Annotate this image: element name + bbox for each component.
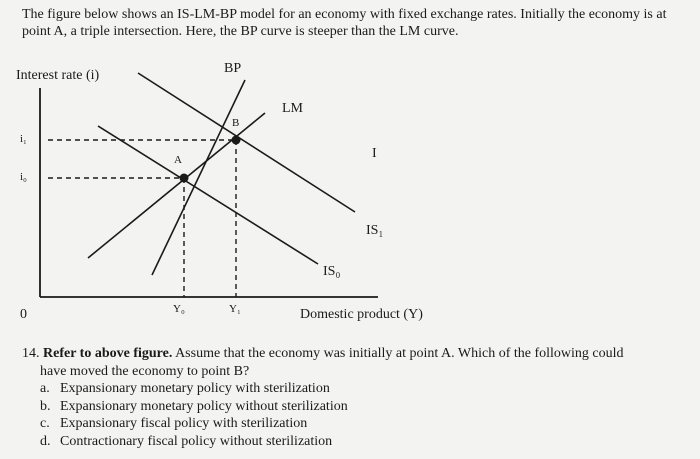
option-c[interactable] [22, 415, 692, 433]
option-a[interactable] [22, 380, 692, 398]
point-b-dot [232, 136, 241, 145]
is0-curve [98, 126, 318, 264]
option-b[interactable] [22, 398, 692, 416]
intro-text: The figure below shows an IS-LM-BP model for an economy with fixed exchange rates. Initially the economy is at point A, a triple intersection. Here, the BP curve is steeper than the LM curve. [22, 7, 667, 39]
point-a-dot [180, 174, 189, 183]
option-a-text: Expansionary monetary policy with sterilization [60, 381, 330, 396]
y1-label: Y₁ [229, 303, 241, 315]
y0-label: Y₀ [173, 303, 185, 315]
question-text-1: Assume that the economy was initially at point A. Which of the following could [172, 346, 624, 361]
option-d-letter: d. [40, 433, 51, 449]
option-b-letter: b. [40, 398, 51, 414]
option-d-text: Contractionary fiscal policy without sterilization [60, 433, 333, 449]
lm-curve [88, 113, 265, 258]
is0-label: IS₀ [323, 264, 341, 279]
option-a-letter: a. [40, 381, 50, 396]
is1-label: IS₁ [366, 223, 384, 238]
option-c-text: Expansionary fiscal policy with sterilization [60, 416, 308, 431]
point-b-label: B [232, 117, 240, 129]
x-axis-label: Domestic product (Y) [300, 307, 423, 322]
option-d[interactable] [22, 433, 692, 451]
question-block [22, 345, 692, 450]
lm-label: LM [282, 101, 303, 116]
option-b-text: Expansionary monetary policy without sterilization [60, 398, 348, 414]
origin-label: 0 [20, 307, 27, 322]
i1-label: i₁ [20, 133, 27, 145]
question-bold-lead: Refer to above figure. [43, 346, 173, 361]
bp-label: BP [224, 61, 242, 76]
question-text-2: have moved the economy to point B? [40, 363, 250, 379]
option-c-letter: c. [40, 416, 50, 431]
point-a-label: A [174, 154, 182, 166]
pen-mark: I [372, 146, 377, 161]
question-number: 14. [22, 346, 40, 361]
i0-label: i₀ [20, 171, 27, 183]
y-axis-label: Interest rate (i) [16, 68, 100, 83]
question-line-1 [22, 345, 692, 363]
